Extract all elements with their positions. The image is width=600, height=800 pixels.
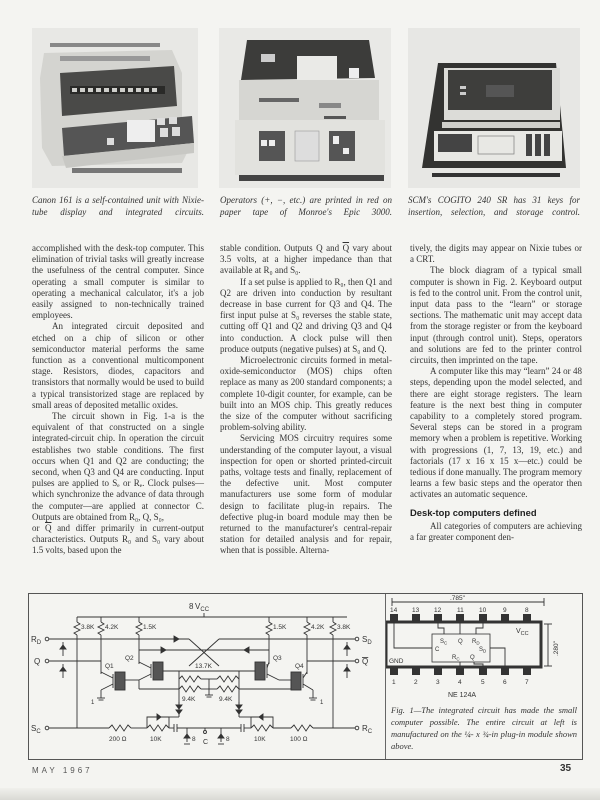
pin-number: 9 bbox=[503, 607, 507, 614]
transistor-q4 bbox=[291, 672, 317, 700]
text-run: vary about 3.5 volts, at a higher impedance than that available at R₀ and S₀. bbox=[220, 243, 392, 276]
terminal-q bbox=[45, 659, 49, 663]
diode bbox=[176, 702, 182, 717]
terminal-sc-label: $S_C$ bbox=[31, 724, 41, 735]
inner-c-label: C bbox=[435, 647, 440, 653]
part-number: NE 124A bbox=[448, 692, 477, 699]
resistor bbox=[330, 617, 336, 728]
paragraph: Microelectronic circuits formed in metal-oxide-semiconductor (MOS) chips often replace as many as 200 standard components; a complete 10-digit counter, for example, can be built into an MOS chip. This greatly reduces the size of the computer without sacrificing problem-solving ability. bbox=[220, 355, 392, 433]
text-run: and differ primarily in current-output characteristics. Outputs R₀ and S₀ vary about 1.5 volts, based upon the bbox=[32, 523, 204, 556]
resistor-label: 9.4K bbox=[219, 696, 233, 703]
pin-number: 13 bbox=[412, 607, 420, 614]
resistor-label: 1.5K bbox=[273, 624, 287, 631]
photo-caption: Operators (+, −, etc.) are printed in red on paper tape of Monroe's Epic 3000. bbox=[220, 195, 392, 217]
resistor bbox=[74, 617, 80, 728]
terminal-c-label: C bbox=[203, 739, 209, 746]
pin-number: 6 bbox=[503, 679, 507, 686]
diode bbox=[344, 642, 350, 656]
gnd-pin-label: GND bbox=[389, 658, 404, 665]
paragraph: If a set pulse is applied to R₀, then Q1 and Q2 are driven into conduction by resultant decrease in base current for Q3 and Q4. The first input pulse at S₀ reverses the stable state, cutting off Q1 and Q2 and driving Q3 and Q4 into conduction. A clock pulse will then produce outputs (negative pulses) at S₀ and Q. bbox=[220, 276, 392, 354]
resistor-label: 3.8K bbox=[337, 624, 351, 631]
inner-rd-label: $R_D$ bbox=[472, 639, 480, 646]
issue-date: MAY 1967 bbox=[32, 766, 93, 775]
terminal-q-bar-label: Q bbox=[362, 657, 369, 666]
pin-number: 5 bbox=[481, 679, 485, 686]
resistor bbox=[304, 617, 310, 674]
paragraph: All categories of computers are achieving a far greater component den- bbox=[410, 520, 582, 542]
pin-number: 4 bbox=[458, 679, 462, 686]
transistor-q1 bbox=[97, 672, 125, 700]
diode bbox=[236, 702, 242, 717]
resistor bbox=[266, 617, 272, 664]
node-label: 8 bbox=[192, 736, 196, 743]
paragraph: accomplished with the desk-top computer. This elimination of trivial tasks will greatly increase the usefulness of the central computer. Since operating a small computer is similar to operating a mechanical calculator, it's a job easily assigned to non-technically trained employees. bbox=[32, 243, 204, 321]
terminal-rc-label: $R_C$ bbox=[362, 724, 373, 735]
vcc-pin-label: $V_{CC}$ bbox=[516, 628, 529, 637]
photo-caption: SCM's COGITO 240 SR has 31 keys for insertion, selection, and storage control. bbox=[408, 195, 580, 217]
article-column-2 bbox=[220, 243, 392, 557]
terminal-rc bbox=[355, 726, 359, 730]
resistor-label: 13.7K bbox=[195, 663, 212, 670]
inner-sc-label: $S_C$ bbox=[440, 639, 448, 646]
figure-1 bbox=[28, 593, 583, 760]
pin-number: 14 bbox=[390, 607, 398, 614]
text-run: or bbox=[32, 523, 46, 534]
node-label: 8 bbox=[226, 736, 230, 743]
height-dimension: .280" bbox=[553, 641, 560, 656]
text-run: stable condition. Outputs Q and bbox=[220, 243, 343, 253]
paragraph: Servicing MOS circuitry requires some understanding of the computer layout, a visual inspection for open or shorted printed-circuit paths, voltage tests and finally, replacement of the defective unit. Most computer manufacturers use some form of modular design to facilitate plug-in repairs. The defective plug-in board module may then be returned to the manufacturer's central-repair station for detailed analysis and for repair, when that is possible. Alterna- bbox=[220, 433, 392, 556]
inner-rc-label: $R_C$ bbox=[452, 655, 460, 662]
paragraph bbox=[32, 523, 204, 557]
photo-canon-161 bbox=[32, 28, 198, 188]
diode bbox=[218, 728, 224, 744]
pin-number: 2 bbox=[414, 679, 418, 686]
photo-monroe-epic-3000 bbox=[219, 28, 391, 188]
paragraph: A computer like this may “learn” 24 or 48 steps, depending upon the model selected, and there are eight storage registers. The learn feature is the next best thing in computer capability to a completely stored program. Several steps can be stored in a program memory when a problem is repetitive. Working with progressions (1, 7, 13, 19, etc.) and factorials (17 x 16 x 15 x—etc.) could be tedious if done manually. The program memory learns a few basic steps and the operator then activates an automatic sequence. bbox=[410, 366, 582, 500]
inner-sd-label: $S_D$ bbox=[479, 647, 487, 654]
resistor-label: 4.2K bbox=[311, 624, 325, 631]
resistor-label: 4.2K bbox=[105, 624, 119, 631]
transistor-label: Q1 bbox=[105, 663, 114, 670]
resistor-label: 3.8K bbox=[81, 624, 95, 631]
pin-number: 7 bbox=[525, 679, 529, 686]
transistor-label: Q3 bbox=[273, 655, 282, 662]
terminal-sd bbox=[355, 637, 359, 641]
terminal-rd bbox=[45, 637, 49, 641]
vcc-label: 8 $V_{CC}$ bbox=[189, 602, 210, 613]
ic-pinout-diagram bbox=[386, 594, 582, 704]
resistor-label: 200 Ω bbox=[109, 736, 127, 743]
section-subheading: Desk-top computers defined bbox=[410, 506, 537, 518]
page-edge-shadow bbox=[0, 788, 600, 800]
paragraph bbox=[220, 243, 392, 277]
resistor-label: 10K bbox=[150, 736, 162, 743]
resistor-label: 1.5K bbox=[143, 624, 157, 631]
width-dimension: .785" bbox=[450, 595, 465, 602]
terminal-rd-label: $R_D$ bbox=[31, 635, 42, 646]
photo-scm-cogito-240-sr bbox=[408, 28, 580, 188]
terminal-q-bar bbox=[355, 659, 359, 663]
transistor-q3 bbox=[255, 662, 291, 680]
terminal-c bbox=[204, 731, 207, 734]
inner-q-label: Q bbox=[458, 639, 463, 645]
q-bar-symbol: $\overline{Q}$ bbox=[45, 523, 52, 534]
diode bbox=[60, 642, 66, 656]
ground-label: 1 bbox=[91, 700, 95, 706]
figure-caption: Fig. 1—The integrated circuit has made the small computer possible. The entire circuit at left is manufactured on the ¼- x ¾-in plug-in module shown above. bbox=[391, 705, 577, 751]
pin-number: 10 bbox=[479, 607, 487, 614]
resistor-label: 100 Ω bbox=[290, 736, 308, 743]
paragraph: tively, the digits may appear on Nixie tubes or a CRT. bbox=[410, 243, 582, 265]
pin-number: 3 bbox=[436, 679, 440, 686]
pin-number: 1 bbox=[392, 679, 396, 686]
paragraph: The block diagram of a typical small computer is shown in Fig. 2. Keyboard output is fed to the control unit. From the control unit, input data pass to the “learn” or storage sections. The mathematic unit may accept data from the storage register or from the keyboard input (through control unit). Steps, operators and solutions are fed to the printer control circuits, then imprinted on the tape. bbox=[410, 265, 582, 366]
article-column-1 bbox=[32, 243, 204, 557]
resistor-label: 10K bbox=[254, 736, 266, 743]
ground-label: 1 bbox=[320, 700, 324, 706]
q-bar-symbol: $\overline{Q}$ bbox=[342, 243, 350, 253]
inner-q-bar-label: Q bbox=[470, 655, 475, 661]
page-number: 35 bbox=[560, 763, 572, 774]
pin-number: 8 bbox=[525, 607, 529, 614]
pin-number: 12 bbox=[434, 607, 442, 614]
diode bbox=[344, 664, 350, 678]
paragraph: The circuit shown in Fig. 1-a is the equivalent of that constructed on a single integrated-circuit chip. In operation the circuit establishes two stable conditions. The first occurs when Q1 and Q2 are conducting; the second, when Q3 and Q4 are conducting. Input pulses are applied to Sₑ or Rₑ. Clock pulses—which synchronize the advance of data through the computer—are applied at connector C. Outputs are obtained from R₀, Q, S₀, bbox=[32, 411, 204, 522]
article-column-3 bbox=[410, 243, 582, 543]
diode bbox=[184, 728, 190, 744]
terminal-sd-label: $S_D$ bbox=[362, 635, 372, 646]
diode bbox=[60, 664, 66, 678]
pin-number: 11 bbox=[457, 607, 464, 614]
circuit-schematic bbox=[29, 594, 385, 759]
resistor-label: 9.4K bbox=[182, 696, 196, 703]
terminal-sc bbox=[45, 726, 49, 730]
resistor bbox=[136, 617, 142, 664]
transistor-label: Q2 bbox=[125, 655, 134, 662]
transistor-q2 bbox=[125, 662, 163, 680]
paragraph: An integrated circuit deposited and etched on a chip of silicon or other semiconductor material performs the same function as a conventional multicomponent stage. Resistors, diodes, capacitors and transistors that normally would be used to build a typical transistorized stage are replaced by small areas of deposited metallic oxides. bbox=[32, 321, 204, 410]
photo-caption: Canon 161 is a self-contained unit with Nixie-tube display and integrated circuits. bbox=[32, 195, 204, 217]
transistor-label: Q4 bbox=[295, 663, 304, 670]
resistor bbox=[98, 617, 104, 674]
terminal-q-label: Q bbox=[34, 657, 41, 666]
